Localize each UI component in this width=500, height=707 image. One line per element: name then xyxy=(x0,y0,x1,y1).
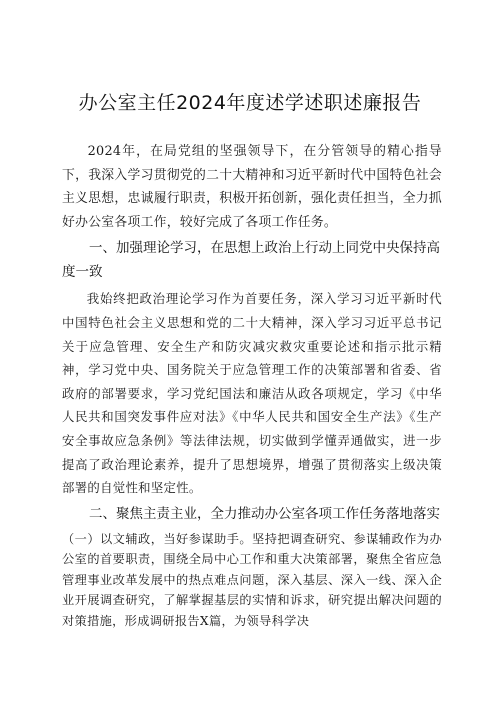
document-title: 办公室主任2024年度述学述职述廉报告 xyxy=(78,92,422,114)
document-body xyxy=(62,140,442,631)
section-1-heading: 一、加强理论学习，在思想上政治上行动上同党中央保持高度一致 xyxy=(62,240,440,281)
intro-paragraph: 2024年，在局党组的坚强领导下，在分管领导的精心指导下，我深入学习贯彻党的二十大精神和习近平新时代中国特色社会主义思想，忠诚履行职责，积极开拓创新，强化责任担当，全力抓好办公室各项工作，较好完成了各项工作任务。 xyxy=(62,144,442,230)
section-2-paragraph: （一）以文辅政，当好参谋助手。坚持把调查研究、参谋辅政作为办公室的首要职责，围绕全局中心工作和重大决策部署，聚焦全省应急管理事业改革发展中的热点难点问题，深入基层、深入一线、深入企业开展调查研究，了解掌握基层的实情和诉求，研究提出解决问题的对策措施，形成调研报告X篇，为领导科学决 xyxy=(62,531,442,628)
section-2-heading: 二、聚焦主责主业，全力推动办公室各项工作任务落地落实 xyxy=(89,505,440,522)
section-1-paragraph: 我始终把政治理论学习作为首要任务，深入学习习近平新时代中国特色社会主义思想和党的二十大精神，深入学习习近平总书记关于应急管理、安全生产和防灾减灾救灾重要论述和指示批示精神，学习党中央、国务院关于应急管理工作的决策部署和省委、省政府的部署要求，学习党纪国法和廉洁从政各项规定，学习《中华人民共和国突发事件应对法》《中华人民共和国安全生产法》《生产安全事故应急条例》等法律法规，切实做到学懂弄通做实，进一步提高了政治理论素养，提升了思想境界，增强了贯彻落实上级决策部署的自觉性和坚定性。 xyxy=(62,291,442,496)
